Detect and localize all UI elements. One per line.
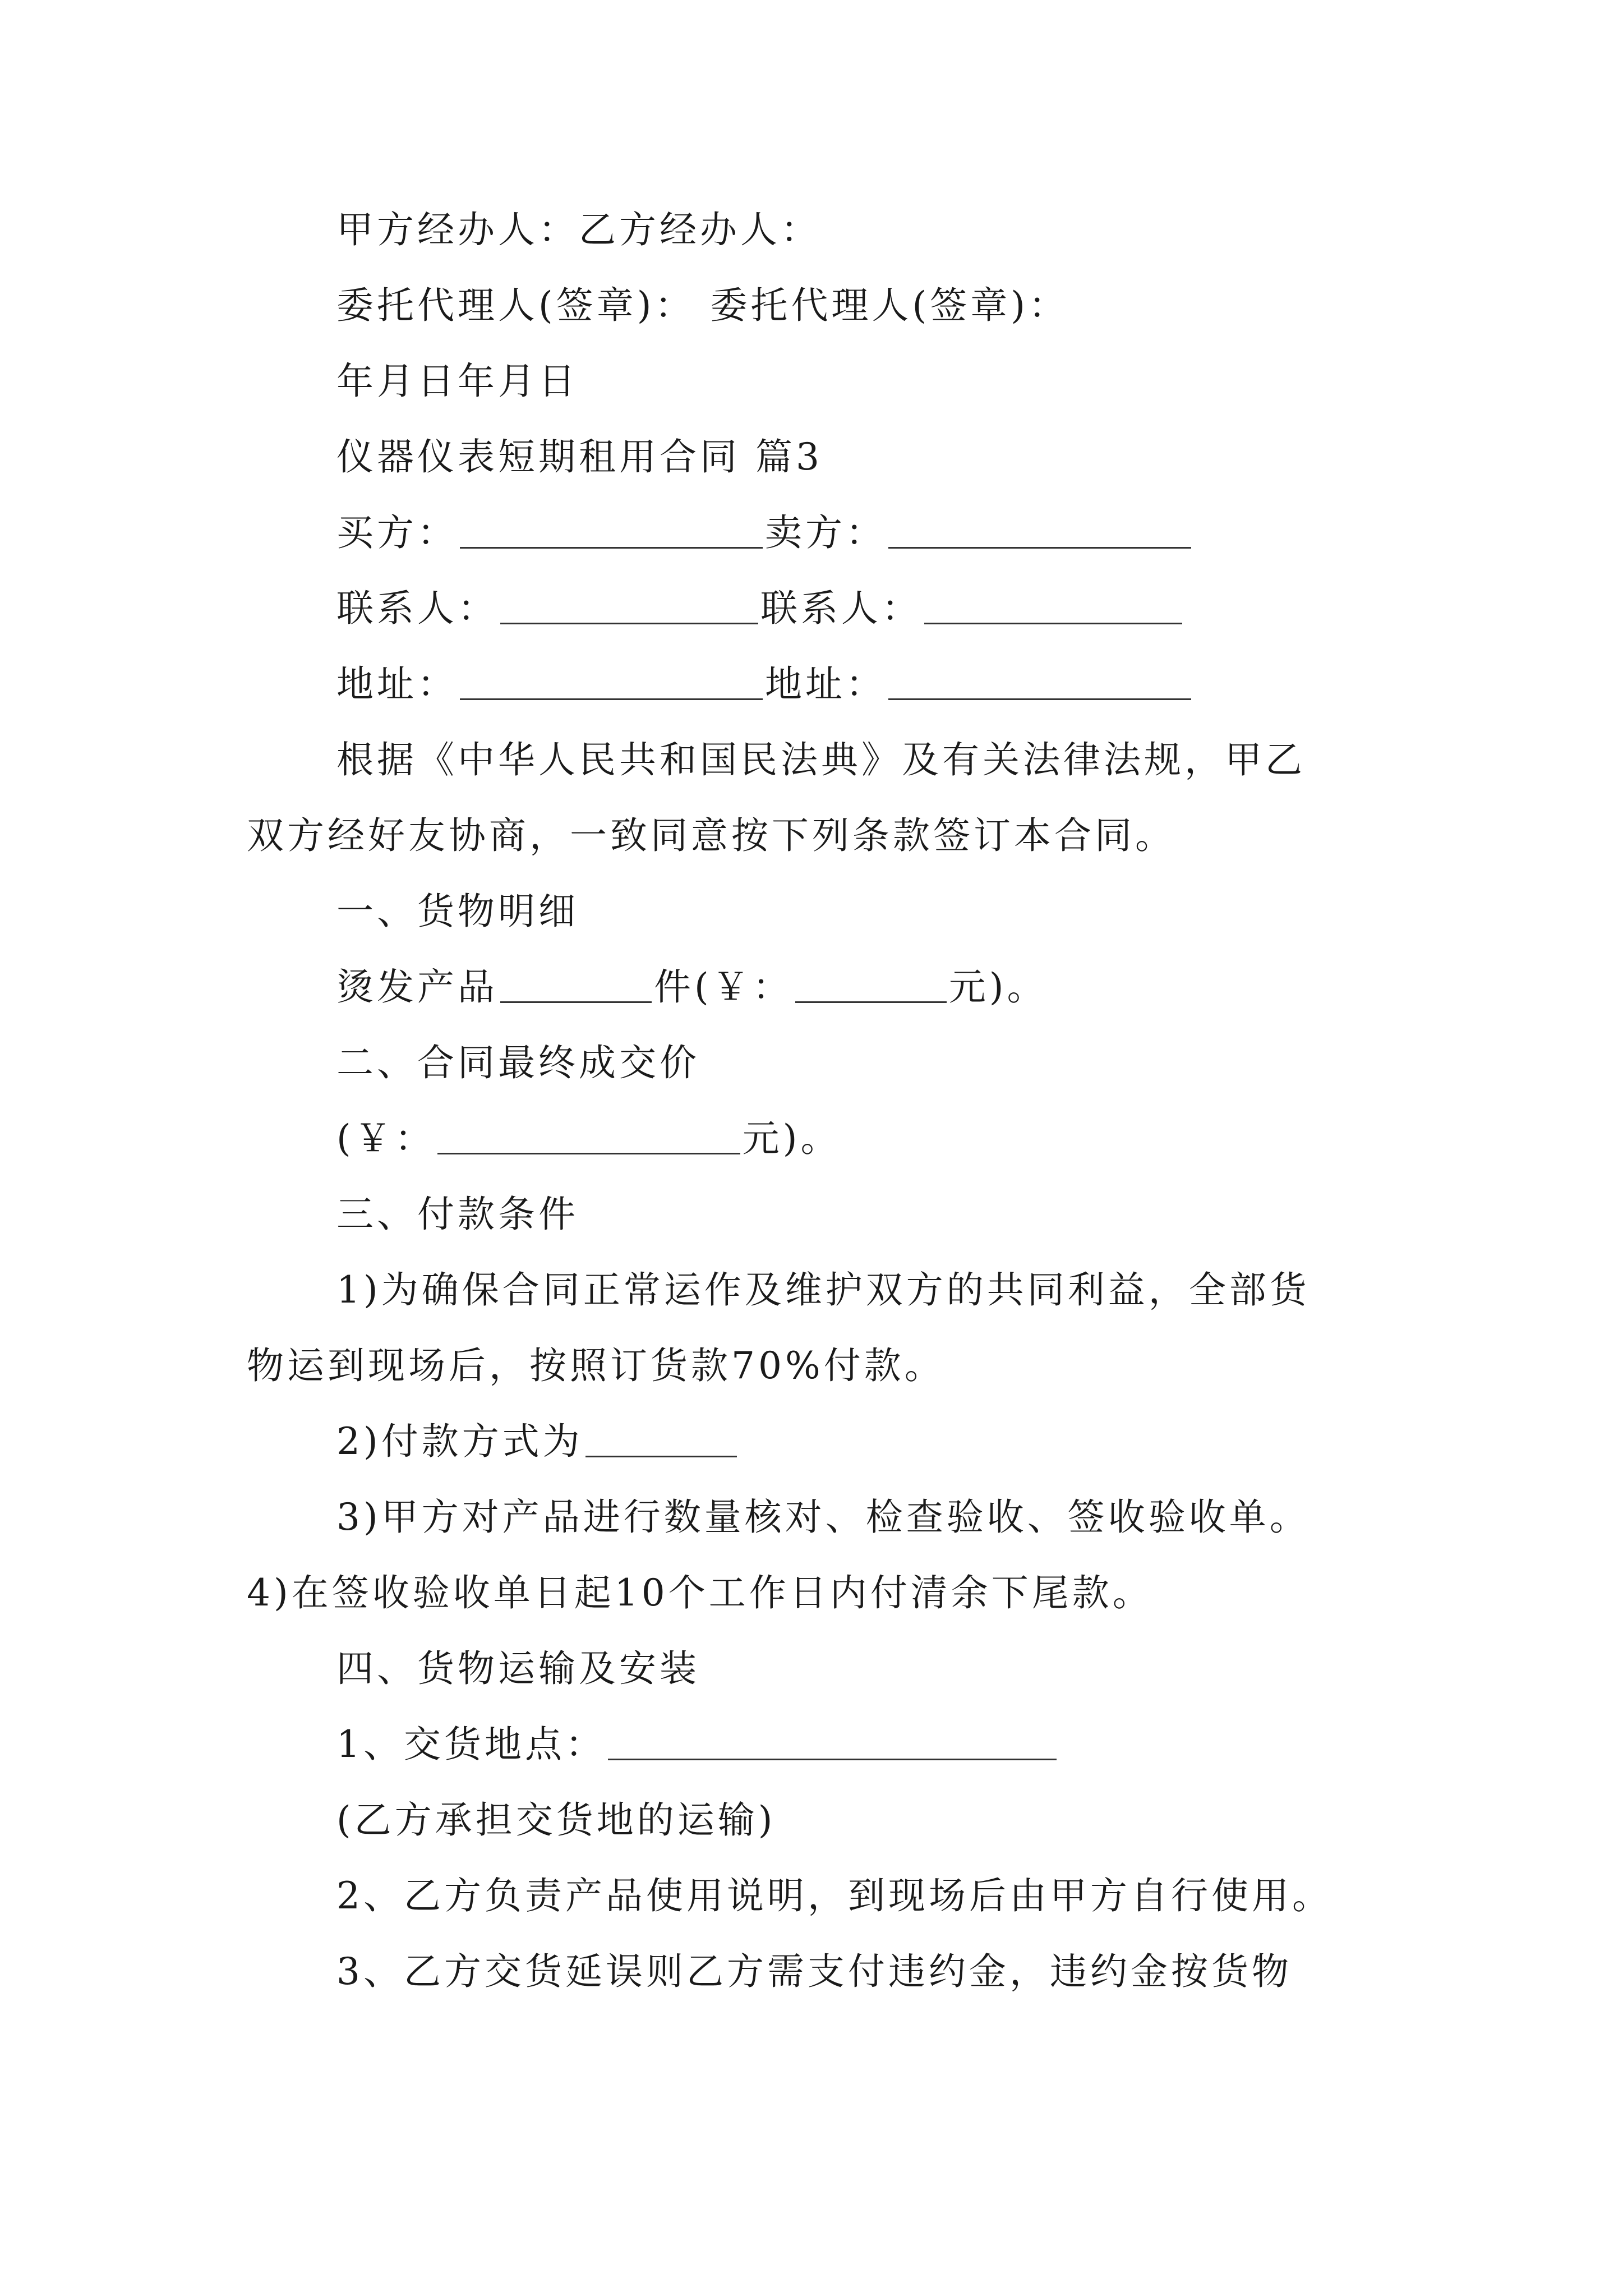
- payment-clause-1b: [247, 1343, 945, 1388]
- contact-label-a: 联系人：: [336, 587, 498, 630]
- usage-clause-text: 2、乙方负责产品使用说明，到现场后由甲方自行使用。: [336, 1874, 1332, 1917]
- final-price-blank: [437, 1119, 740, 1154]
- payment-text-4: 4)在签收验收单日起10个工作日内付清余下尾款。: [247, 1571, 1153, 1614]
- final-price-prefix: (￥：: [336, 1117, 435, 1160]
- payment-clause-4: [247, 1571, 1153, 1616]
- agent-signature-line: [336, 283, 1069, 328]
- contact-blank-b: [924, 589, 1182, 624]
- payment-clause-2: [336, 1419, 739, 1464]
- contact-label-b: 联系人：: [760, 587, 922, 630]
- delivery-location-label: 1、交货地点：: [336, 1723, 606, 1766]
- agent-signature-text: 委托代理人(签章)： 委托代理人(签章)：: [336, 284, 1069, 327]
- section-4-title: 四、货物运输及安装: [336, 1647, 700, 1690]
- section-1-heading: [336, 889, 579, 934]
- seller-blank: [888, 513, 1191, 549]
- section-3-title: 三、付款条件: [336, 1193, 579, 1236]
- address-label-a: 地址：: [336, 662, 458, 706]
- address-line: [336, 662, 1193, 707]
- section-2-title: 二、合同最终成交价: [336, 1041, 700, 1084]
- signatory-text: 甲方经办人：乙方经办人：: [336, 208, 821, 251]
- payment-text-1b: 物运到现场后，按照订货款70%付款。: [247, 1344, 945, 1387]
- buyer-blank: [460, 513, 763, 549]
- usage-clause-line: [336, 1874, 1332, 1918]
- contract-title: [336, 435, 823, 480]
- payment-method-blank: [585, 1422, 737, 1457]
- delivery-location-line: [336, 1722, 1059, 1767]
- payment-clause-3: [336, 1495, 1310, 1540]
- delay-penalty-text: 3、乙方交货延误则乙方需支付违约金，违约金按货物: [336, 1950, 1292, 1993]
- signatory-line: [336, 208, 821, 252]
- final-price-suffix: 元)。: [742, 1117, 841, 1160]
- preamble-line-1: [336, 738, 1306, 783]
- buyer-label: 买方：: [336, 511, 458, 554]
- section-1-title: 一、货物明细: [336, 890, 579, 933]
- buyer-seller-line: [336, 510, 1193, 555]
- preamble-line-2: [247, 813, 1175, 858]
- quantity-blank: [500, 968, 652, 1003]
- transport-note-text: (乙方承担交货地的运输): [336, 1798, 776, 1842]
- payment-clause-1a: [336, 1268, 1310, 1313]
- address-label-b: 地址：: [765, 662, 886, 706]
- address-blank-a: [460, 665, 763, 700]
- delay-penalty-line: [336, 1949, 1292, 1994]
- section-2-heading: [336, 1041, 700, 1085]
- address-blank-b: [888, 665, 1191, 700]
- yuan-suffix: 元)。: [948, 965, 1048, 1009]
- preamble-text-2: 双方经好友协商，一致同意按下列条款签订本合同。: [247, 814, 1175, 857]
- contract-title-text: 仪器仪表短期租用合同 篇3: [336, 435, 823, 478]
- price-blank: [795, 968, 947, 1003]
- preamble-text-1: 根据《中华人民共和国民法典》及有关法律法规，甲乙: [336, 738, 1306, 781]
- goods-detail-line: [336, 965, 1048, 1010]
- contact-line: [336, 586, 1184, 631]
- final-price-line: [336, 1116, 841, 1161]
- piece-price-label: 件(￥：: [654, 965, 793, 1009]
- delivery-location-blank: [608, 1725, 1057, 1760]
- contact-blank-a: [500, 589, 758, 624]
- section-4-heading: [336, 1646, 700, 1691]
- transport-note-line: [336, 1798, 776, 1843]
- date-line: [336, 359, 579, 404]
- product-label: 烫发产品: [336, 965, 498, 1009]
- seller-label: 卖方：: [765, 511, 886, 554]
- payment-text-3: 3)甲方对产品进行数量核对、检查验收、签收验收单。: [336, 1496, 1310, 1539]
- section-3-heading: [336, 1192, 579, 1237]
- payment-method-label: 2)付款方式为: [336, 1420, 583, 1463]
- payment-text-1a: 1)为确保合同正常运作及维护双方的共同利益，全部货: [336, 1268, 1310, 1312]
- date-text: 年月日年月日: [336, 360, 579, 403]
